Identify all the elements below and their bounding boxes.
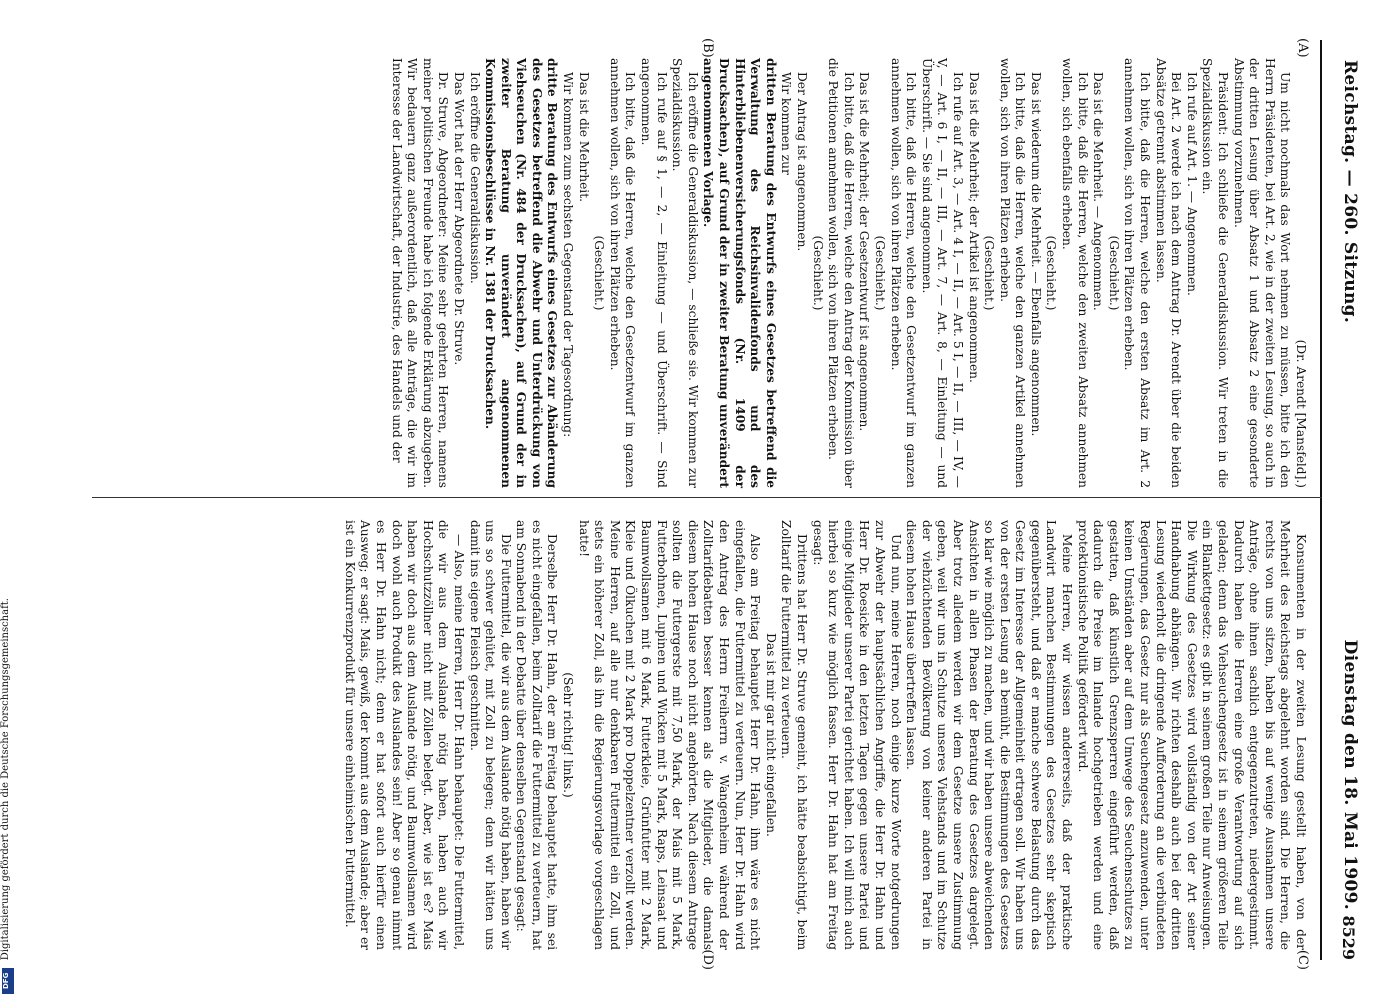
paragraph: Das ist die Mehrheit; der Artikel ist angenommen.	[966, 72, 981, 383]
paragraph: (Sehr richtig! links.)	[561, 672, 576, 798]
paragraph: (Geschieht.)	[592, 235, 607, 311]
paragraph: Ich bitte, daß die Herren, welche den ganzen Artikel annehmen wollen, sich von ihren Plätzen erheben.	[997, 58, 1028, 488]
paragraph: Bei Art. 2 werde ich nach dem Antrag Dr. Arendt über die beiden Absätze getrennt abstimmen lassen.	[1153, 58, 1184, 488]
paragraph: Das ist die Mehrheit.	[576, 72, 591, 202]
paragraph: Das ist die Mehrheit; der Gesetzentwurf ist angenommen.	[857, 72, 872, 432]
paragraph: (Geschieht.)	[810, 235, 825, 311]
paragraph: Um nicht nochmals das Wort nehmen zu müssen, bitte ich den Herrn Präsidenten, bei Art. 2, wie in der zweiten Lesung, so auch in der dritten Lesung über Absatz 1 und Absatz 2 eine gesonderte Abstimmung vorzunehmen.	[1231, 58, 1293, 488]
paragraph: Das ist wiederum die Mehrheit. — Ebenfalls angenommen.	[1028, 72, 1043, 437]
paragraph: Und nun, meine Herren, noch einige kurze Worte notgedrungen zur Abwehr der hauptsächlichen Angriffe, die Herr Dr. Hahn und Herr Dr. Roesicke in den letzten Tagen gegen unsere Partei und einige Mitglieder unserer Partei gerichtet haben. Ich will mich auch hierbei so kurz wie möglich fassen. Herr Dr. Hahn hat am Freitag gesagt:	[810, 520, 903, 950]
running-header-left: Reichstag. — 260. Sitzung.	[1340, 60, 1360, 324]
margin-marker-b: (B)	[700, 38, 715, 58]
paragraph: Ich rufe auf Art. 1. — Angenommen.	[1184, 72, 1199, 296]
paragraph: (Geschieht.)	[872, 235, 887, 311]
paragraph: (Geschieht.)	[1106, 235, 1121, 311]
paragraph: Ich bitte, daß die Herren, welche den ersten Absatz im Art. 2 annehmen wollen, sich von ihren Plätzen erheben.	[1122, 58, 1153, 488]
header-rule	[1320, 40, 1322, 960]
paragraph: Wir kommen zur	[779, 72, 794, 175]
left-column	[388, 58, 1308, 488]
paragraph: Das ist mir gar nicht eingefallen.	[763, 633, 778, 837]
paragraph: Konsumenten in der zweiten Lesung gestellt haben, von der Mehrheit des Reichstags abgelehnt worden sind. Die Herren, die rechts von uns sitzen, haben bis auf wenige Ausnahmen unsere Anträge, ohne ihnen sachlich entgegenzutreten, niedergestimmt. Dadurch haben die Herren eine große Verantwortung auf sich geladen; denn das Viehseuchengesetz ist in seinem größeren Teile ein Blankettgesetz: es gibt in seinem großen Teile nur Anweisungen. Die Wirkung des Gesetzes wird vollständig von der Art seiner Handhabung abhängen. Wir richten deshalb auch bei der dritten Lesung wiederholt die dringende Aufforderung an die verbündeten Regierungen, das Gesetz nur als Seuchengesetz anzuwenden, unter keinen Umständen aber auf dem Umwege des Seuchenschutzes zu gestatten, daß künstlich Grenzsperren eingeführt werden, daß dadurch die Preise im Inlande hochgetrieben werden und eine protektionistische Politik gefördert wird.	[1075, 520, 1308, 950]
paragraph: Ich rufe auf § 1, — 2, — Einleitung — und Überschrift. — Sind angenommen.	[639, 58, 669, 488]
paragraph: Die Futtermittel, die wir aus dem Auslande nötig haben, haben wir uns so schwer gehütet, mit Zoll zu belegen; denn wir hätten uns damit ins eigene Fleisch geschnitten.	[467, 520, 513, 950]
paragraph: — Also, meine Herren, Herr Dr. Hahn behauptet: Die Futtermittel, die wir aus dem Auslande nötig haben, haben auch wir Hochschutzzöllner nicht mit Zöllen belegt. Aber, wie ist es? Mais haben wir doch aus dem Auslande nötig, und Baumwollsamen wird doch wohl auch Produkt des Auslandes sein! Aber so genau nimmt es Herr Dr. Hahn nicht; denn er hat sofort auch hierfür einen Ausweg; er sagt: Mais, gewiß, der kommt aus dem Auslande; aber er ist ein Konkurrenzprodukt für unsere einheimischen Futtermittel.	[342, 520, 466, 950]
margin-marker-d: (D)	[700, 949, 715, 970]
paragraph: (Geschieht.)	[1044, 235, 1059, 311]
page-number: 8529	[1339, 915, 1358, 960]
paragraph: Der Antrag ist angenommen.	[795, 72, 809, 252]
rotated-page	[80, 0, 1380, 1000]
dfg-logo: DFG	[2, 968, 14, 994]
column-divider	[92, 497, 1322, 498]
running-header-right: Dienstag den 18. Mai 1909.	[1340, 639, 1360, 910]
paragraph: Ich eröffne die Generaldiskussion.	[467, 72, 482, 284]
paragraph: Das Wort hat der Herr Abgeordnete Dr. Struve.	[451, 72, 466, 366]
paragraph: Ich bitte, daß die Herren, welche den Gesetzentwurf im ganzen annehmen wollen, sich von ihren Plätzen erheben.	[607, 58, 638, 488]
paragraph: (Dr. Arendt [Mansfeld].)	[1294, 339, 1308, 488]
paragraph: Ich bitte, daß die Herren, welche den zweiten Absatz annehmen wollen, sich ebenfalls erheben.	[1060, 58, 1090, 488]
paragraph: dritten Beratung des Entwurfs eines Gesetzes betreffend die Verwaltung des Reichsinvalidenfonds und des Hinterbliebenenversicherungsfonds (Nr. 1409 der Drucksachen), auf Grund der in zweiter Beratung unverändert angenommenen Vorlage.	[701, 58, 778, 488]
margin-marker-a: (A)	[1295, 38, 1310, 58]
paragraph: dritte Beratung des Entwurfs eines Gesetzes zur Abänderung des Gesetzes betreffend die Abwehr und Unterdrückung von Viehseuchen (Nr. 484 der Drucksachen), auf Grund der in zweiter Beratung unverändert angenommenen Kommissionsbeschlüsse in Nr. 1381 der Drucksachen.	[483, 58, 560, 488]
paragraph: (Geschieht.)	[982, 235, 997, 311]
paragraph: Ich bitte, daß die Herren, welche den Antrag der Kommission über die Petitionen annehmen wollen, sich von ihren Plätzen erheben.	[826, 58, 856, 488]
paragraph: Ich bitte, daß die Herren, welche den Gesetzentwurf im ganzen annehmen wollen, sich von ihren Plätzen erheben.	[888, 58, 919, 488]
paragraph: Meine Herren, wir wissen andererseits, daß der praktische Landwirt manchen Bestimmungen des Gesetzes sehr skeptisch gegenübersteht, und daß er manche schwere Belastung durch das Gesetz im Interesse der Allgemeinheit ertragen soll. Wir haben uns von der ersten Lesung an bemüht, die Bestimmungen des Gesetzes so klar wie möglich zu machen, und wir haben unsere abweichenden Ansichten in allen Phasen der Beratung des Gesetzes dargelegt. Aber trotz alledem werden wir dem Gesetze unsere Zustimmung geben, weil wir uns in Schutze unseres Viehstands und im Schutze der viehzüchtenden Bevölkerung von keiner anderen Partei in diesem hohen Hause übertreffen lassen.	[904, 520, 1075, 950]
right-column	[341, 520, 1308, 950]
paragraph: Ich rufe auf Art. 3, — Art. 4 I, — II, — Art. 5 I, — II, — III, — IV, — V, — Art. 6 I, — II, — III, — Art. 7, — Art. 8, — Einleitung — und Überschrift. — Sie sind angenommen.	[919, 58, 965, 488]
paragraph: Präsident: Ich schließe die Generaldiskussion. Wir treten in die Spezialdiskussion ein.	[1200, 58, 1231, 488]
paragraph: Drittens hat Herr Dr. Struve gemeint, ich hätte beabsichtigt, beim Zolltarif die Futtermittel zu verteuern.	[779, 520, 809, 950]
paragraph: Dr. Struve, Abgeordneter: Meine sehr geehrten Herren, namens meiner politischen Freunde habe ich folgende Erklärung abzugeben. Wir bedauern ganz außerordentlich, daß alle Anträge, die wir im Interesse der Landwirtschaft, der Industrie, des Handels und der	[389, 58, 451, 488]
paragraph: Wir kommen zum sechsten Gegenstand der Tagesordnung:	[561, 72, 576, 438]
paragraph: Also am Freitag behauptet Herr Dr. Hahn, ihm wäre es nicht eingefallen, die Futtermittel zu verteuern. Nun, Herr Dr. Hahn wird den Antrag des Herrn Freiherrn v. Wangenheim während der Zolltarifdebatten besser kennen als die Mitglieder, die damals diesem hohen Hause noch nicht angehörten. Nach diesem Antrage sollten die Futtergerste mit 7,50 Mark, der Mais mit 5 Mark, Futterbohnen, Lupinen und Wicken mit 5 Mark, Raps, Leinsaat und Baumwollsamen mit 6 Mark, Futterkleie, Grünfutter mit 2 Mark, Kleie und Ölkuchen mit 2 Mark pro Doppelzentner verzollt werden. Meine Herren, auf alle nur denkbaren Futtermittel ein Zoll, und stets ein höherer Zoll, als ihn die Regierungsvorlage vorgeschlagen hatte!	[576, 520, 763, 950]
margin-marker-c: (C)	[1295, 949, 1310, 970]
digitization-credit: Digitalisierung gefördert durch die Deutsche Forschungsgemeinschaft.	[0, 597, 11, 960]
paragraph: Das ist die Mehrheit. — Angenommen.	[1091, 72, 1106, 311]
paragraph: Derselbe Herr Dr. Hahn, der am Freitag behauptet hatte, ihm sei es nicht eingefallen, beim Zolltarif die Futtermittel zu verteuern, hat am Sonnabend in der Debatte über denselben Gegenstand gesagt:	[514, 520, 560, 950]
paragraph: Ich eröffne die Generaldiskussion, — schließe sie. Wir kommen zur Spezialdiskussion.	[670, 58, 700, 488]
